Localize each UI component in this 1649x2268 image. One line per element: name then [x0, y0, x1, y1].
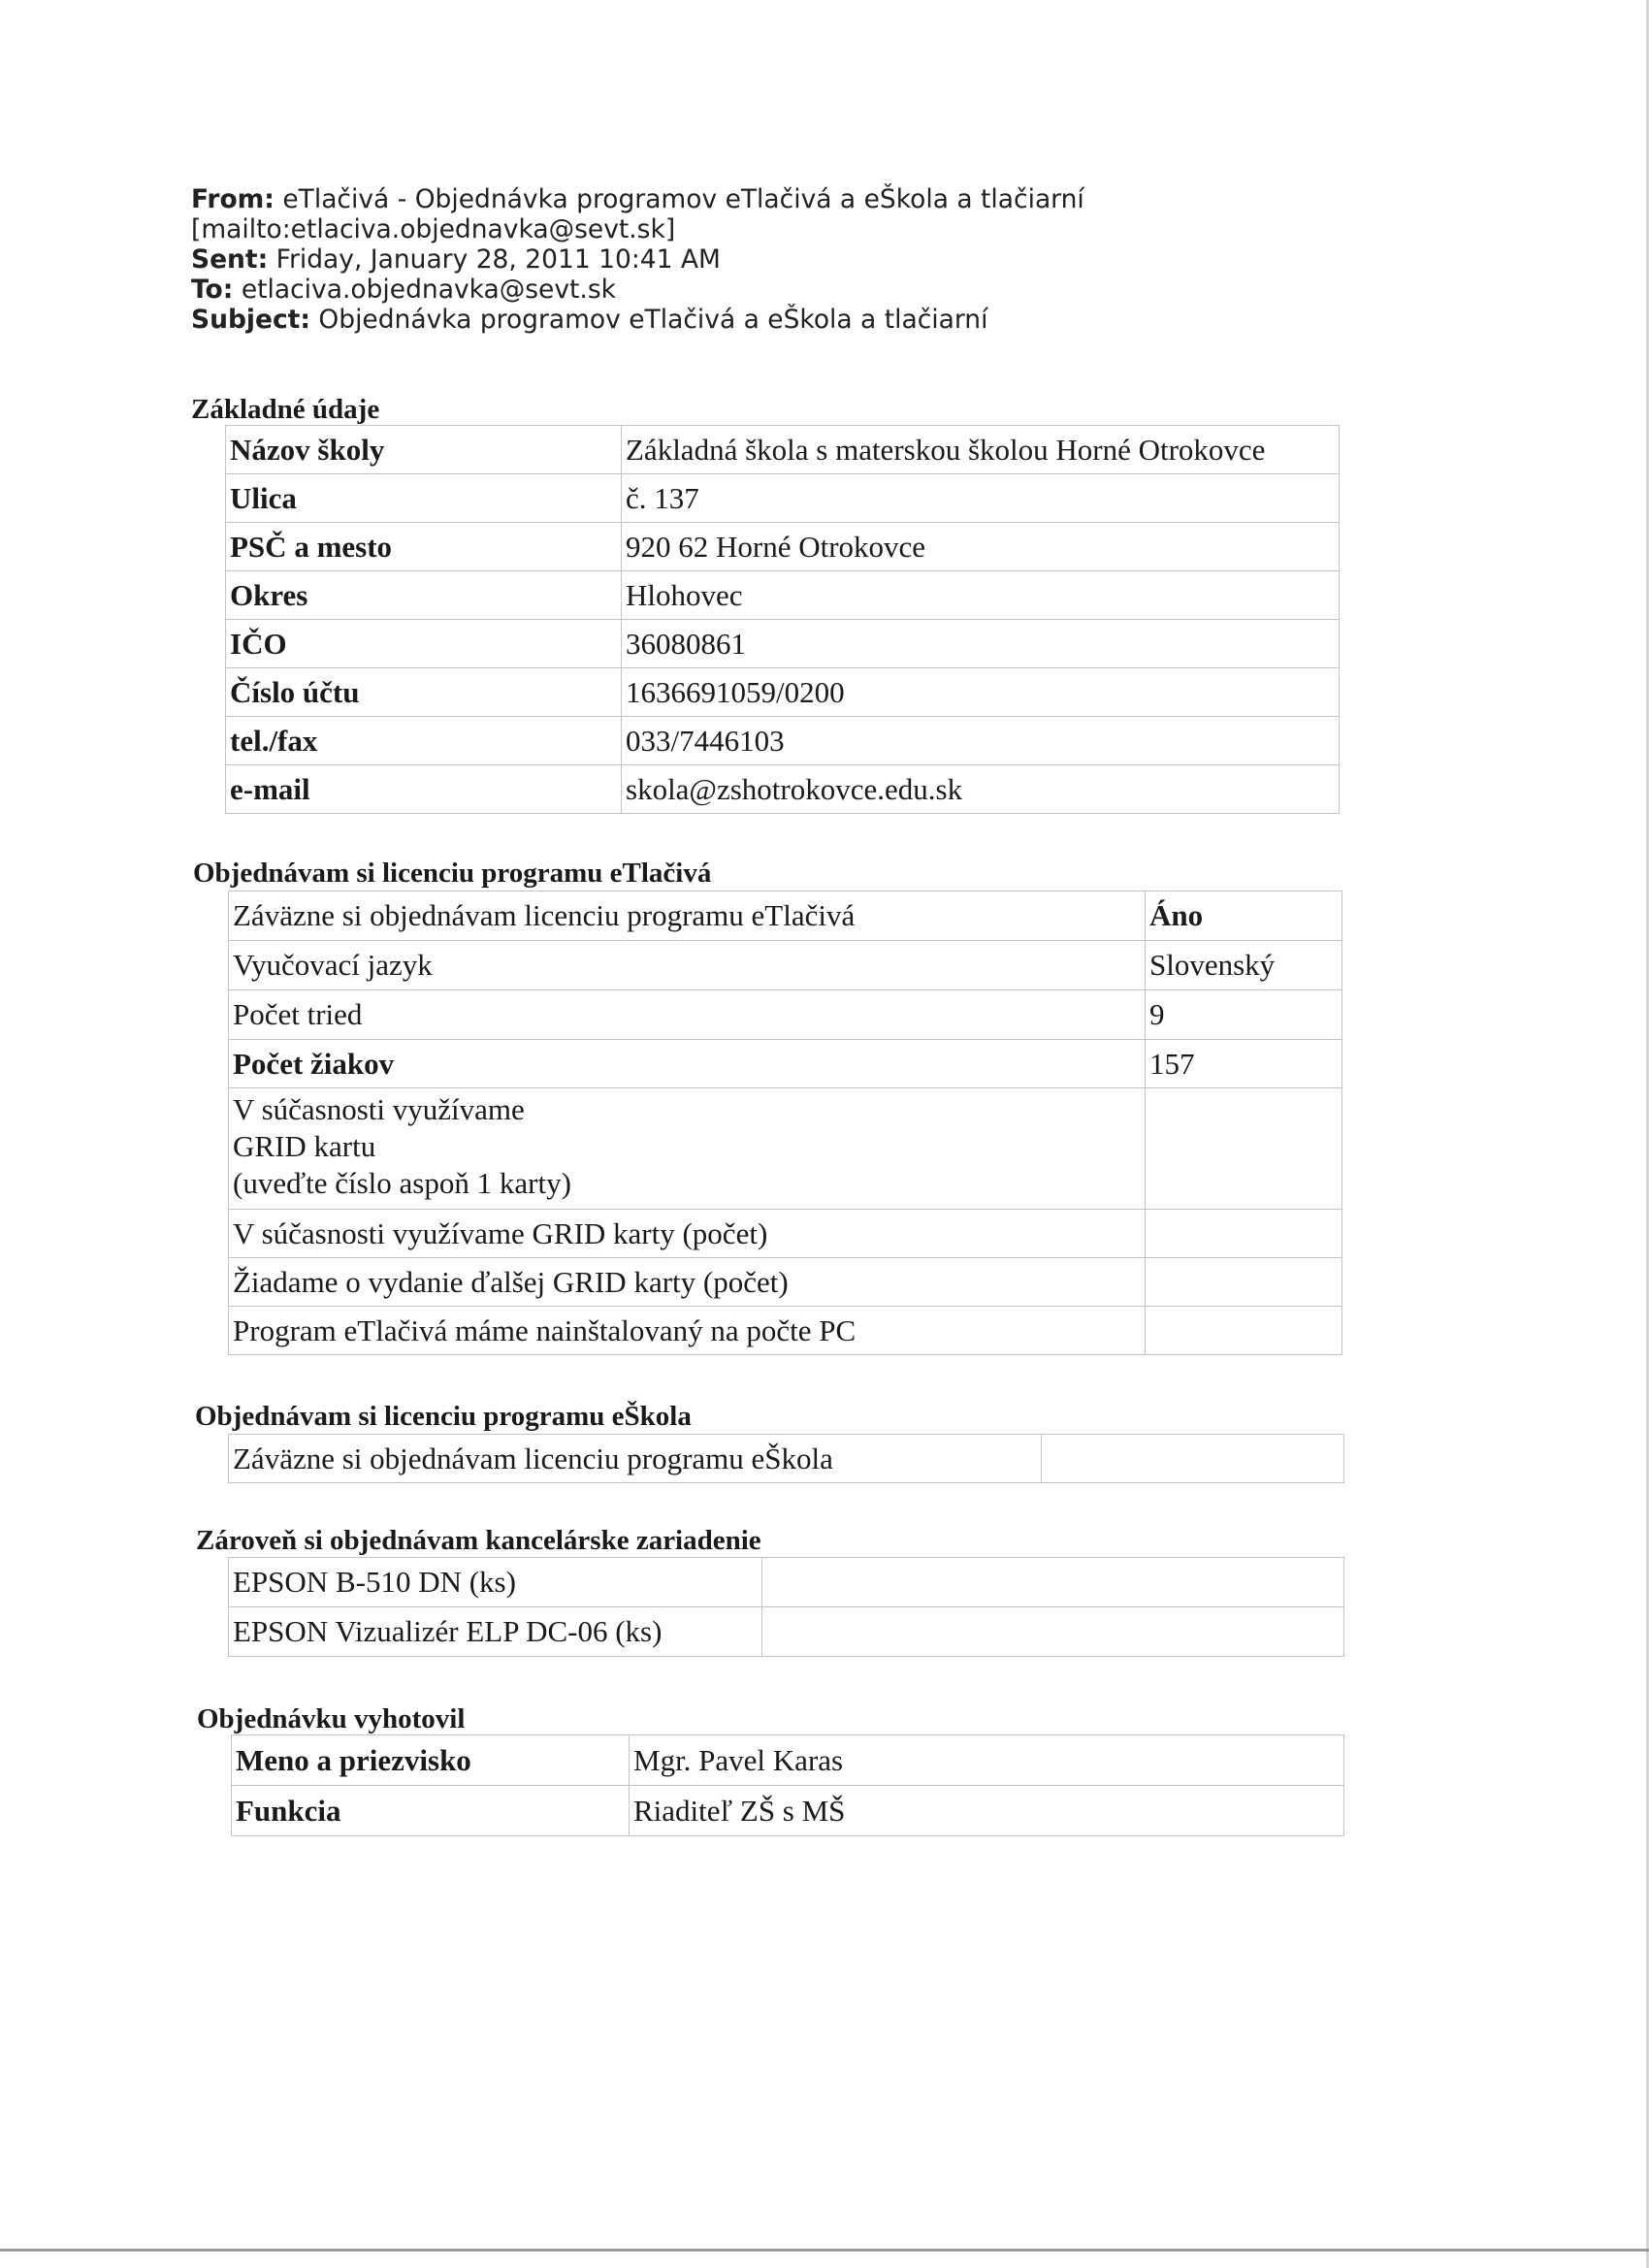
row-value: 033/7446103	[622, 717, 1340, 765]
table-row	[226, 668, 1340, 717]
row-value: Hlohovec	[622, 571, 1340, 620]
row-label: Program eTlačivá máme nainštalovaný na počte PC	[229, 1307, 1146, 1355]
table-row	[226, 765, 1340, 814]
row-label: PSČ a mesto	[226, 523, 622, 571]
section-title-kancelarske-zariadenie: Zároveň si objednávam kancelárske zariadenie	[196, 1525, 761, 1556]
subject-line	[191, 305, 1452, 335]
sent-label: Sent:	[191, 244, 269, 275]
to-label: To:	[191, 275, 234, 305]
table-row	[229, 1435, 1344, 1483]
row-label: Okres	[226, 571, 622, 620]
row-label: Funkcia	[232, 1786, 630, 1836]
table-row	[229, 1607, 1344, 1657]
table-row	[229, 1307, 1342, 1355]
table-zakladne-udaje	[225, 425, 1340, 814]
row-label: Vyučovací jazyk	[229, 941, 1146, 990]
row-label: tel./fax	[226, 717, 622, 765]
row-label: e-mail	[226, 765, 622, 814]
table-kancelarske-zariadenie	[228, 1557, 1344, 1657]
sent-line	[191, 244, 1452, 275]
row-label: Záväzne si objednávam licenciu programu eTlačivá	[229, 891, 1146, 941]
section-title-vyhotovil: Objednávku vyhotovil	[197, 1703, 466, 1734]
email-header	[191, 184, 1452, 335]
table-row	[229, 1210, 1342, 1258]
row-label: IČO	[226, 620, 622, 668]
row-value	[762, 1607, 1344, 1657]
row-value: 1636691059/0200	[622, 668, 1340, 717]
table-row	[229, 1258, 1342, 1307]
from-value: eTlačivá - Objednávka programov eTlačivá a eŠkola a tlačiarní	[282, 184, 1084, 214]
row-label-line: GRID kartu	[233, 1129, 376, 1163]
row-value: Riaditeľ ZŠ s MŠ	[630, 1786, 1344, 1836]
table-row	[226, 523, 1340, 571]
from-label: From:	[191, 184, 275, 214]
table-etlaciva	[228, 891, 1342, 1355]
row-label: Číslo účtu	[226, 668, 622, 717]
row-value: Slovenský	[1146, 941, 1342, 990]
table-eskola	[228, 1434, 1344, 1483]
table-row	[226, 717, 1340, 765]
table-row	[226, 571, 1340, 620]
row-value	[1146, 1258, 1342, 1307]
from-line	[191, 184, 1452, 214]
row-label: Meno a priezvisko	[232, 1735, 630, 1786]
row-value: Základná škola s materskou školou Horné Otrokovce	[622, 426, 1340, 474]
subject-label: Subject:	[191, 305, 310, 335]
row-label-multiline	[229, 1088, 1146, 1210]
table-row	[232, 1735, 1344, 1786]
section-title-zakladne-udaje: Základné údaje	[191, 394, 380, 425]
row-value	[762, 1558, 1344, 1607]
subject-value: Objednávka programov eTlačivá a eŠkola a tlačiarní	[318, 305, 988, 335]
section-title-etlaciva: Objednávam si licenciu programu eTlačivá	[193, 858, 712, 889]
row-label: Počet tried	[229, 990, 1146, 1040]
row-value: skola@zshotrokovce.edu.sk	[622, 765, 1340, 814]
row-value: Áno	[1146, 891, 1342, 941]
table-row	[226, 474, 1340, 523]
row-value: 9	[1146, 990, 1342, 1040]
row-label: Počet žiakov	[229, 1040, 1146, 1088]
mailto-line: [mailto:etlaciva.objednavka@sevt.sk]	[191, 214, 676, 244]
table-row	[229, 891, 1342, 941]
sent-value: Friday, January 28, 2011 10:41 AM	[275, 244, 721, 275]
table-row	[226, 426, 1340, 474]
row-value	[1146, 1307, 1342, 1355]
row-value	[1146, 1088, 1342, 1210]
row-value	[1146, 1210, 1342, 1258]
row-label-line: V súčasnosti využívame	[233, 1092, 525, 1126]
table-row	[229, 1040, 1342, 1088]
row-label: Žiadame o vydanie ďalšej GRID karty (počet)	[229, 1258, 1146, 1307]
scan-bottom-edge	[0, 2249, 1649, 2252]
table-row	[229, 1558, 1344, 1607]
table-vyhotovil	[231, 1734, 1344, 1836]
table-row	[229, 941, 1342, 990]
table-row	[229, 1088, 1342, 1210]
row-label: EPSON Vizualizér ELP DC-06 (ks)	[229, 1607, 762, 1657]
table-row	[226, 620, 1340, 668]
row-value: 157	[1146, 1040, 1342, 1088]
row-label: Názov školy	[226, 426, 622, 474]
to-line	[191, 275, 1452, 305]
row-label: V súčasnosti využívame GRID karty (počet)	[229, 1210, 1146, 1258]
row-label: Záväzne si objednávam licenciu programu eŠkola	[229, 1435, 1042, 1483]
row-label: EPSON B-510 DN (ks)	[229, 1558, 762, 1607]
row-value	[1042, 1435, 1344, 1483]
to-value: etlaciva.objednavka@sevt.sk	[241, 275, 617, 305]
row-value: 36080861	[622, 620, 1340, 668]
row-value: 920 62 Horné Otrokovce	[622, 523, 1340, 571]
row-label: Ulica	[226, 474, 622, 523]
row-label-line: (uveďte číslo aspoň 1 karty)	[233, 1166, 571, 1200]
row-value: Mgr. Pavel Karas	[630, 1735, 1344, 1786]
row-value: č. 137	[622, 474, 1340, 523]
table-row	[232, 1786, 1344, 1836]
table-row	[229, 990, 1342, 1040]
section-title-eskola: Objednávam si licenciu programu eŠkola	[195, 1401, 692, 1432]
